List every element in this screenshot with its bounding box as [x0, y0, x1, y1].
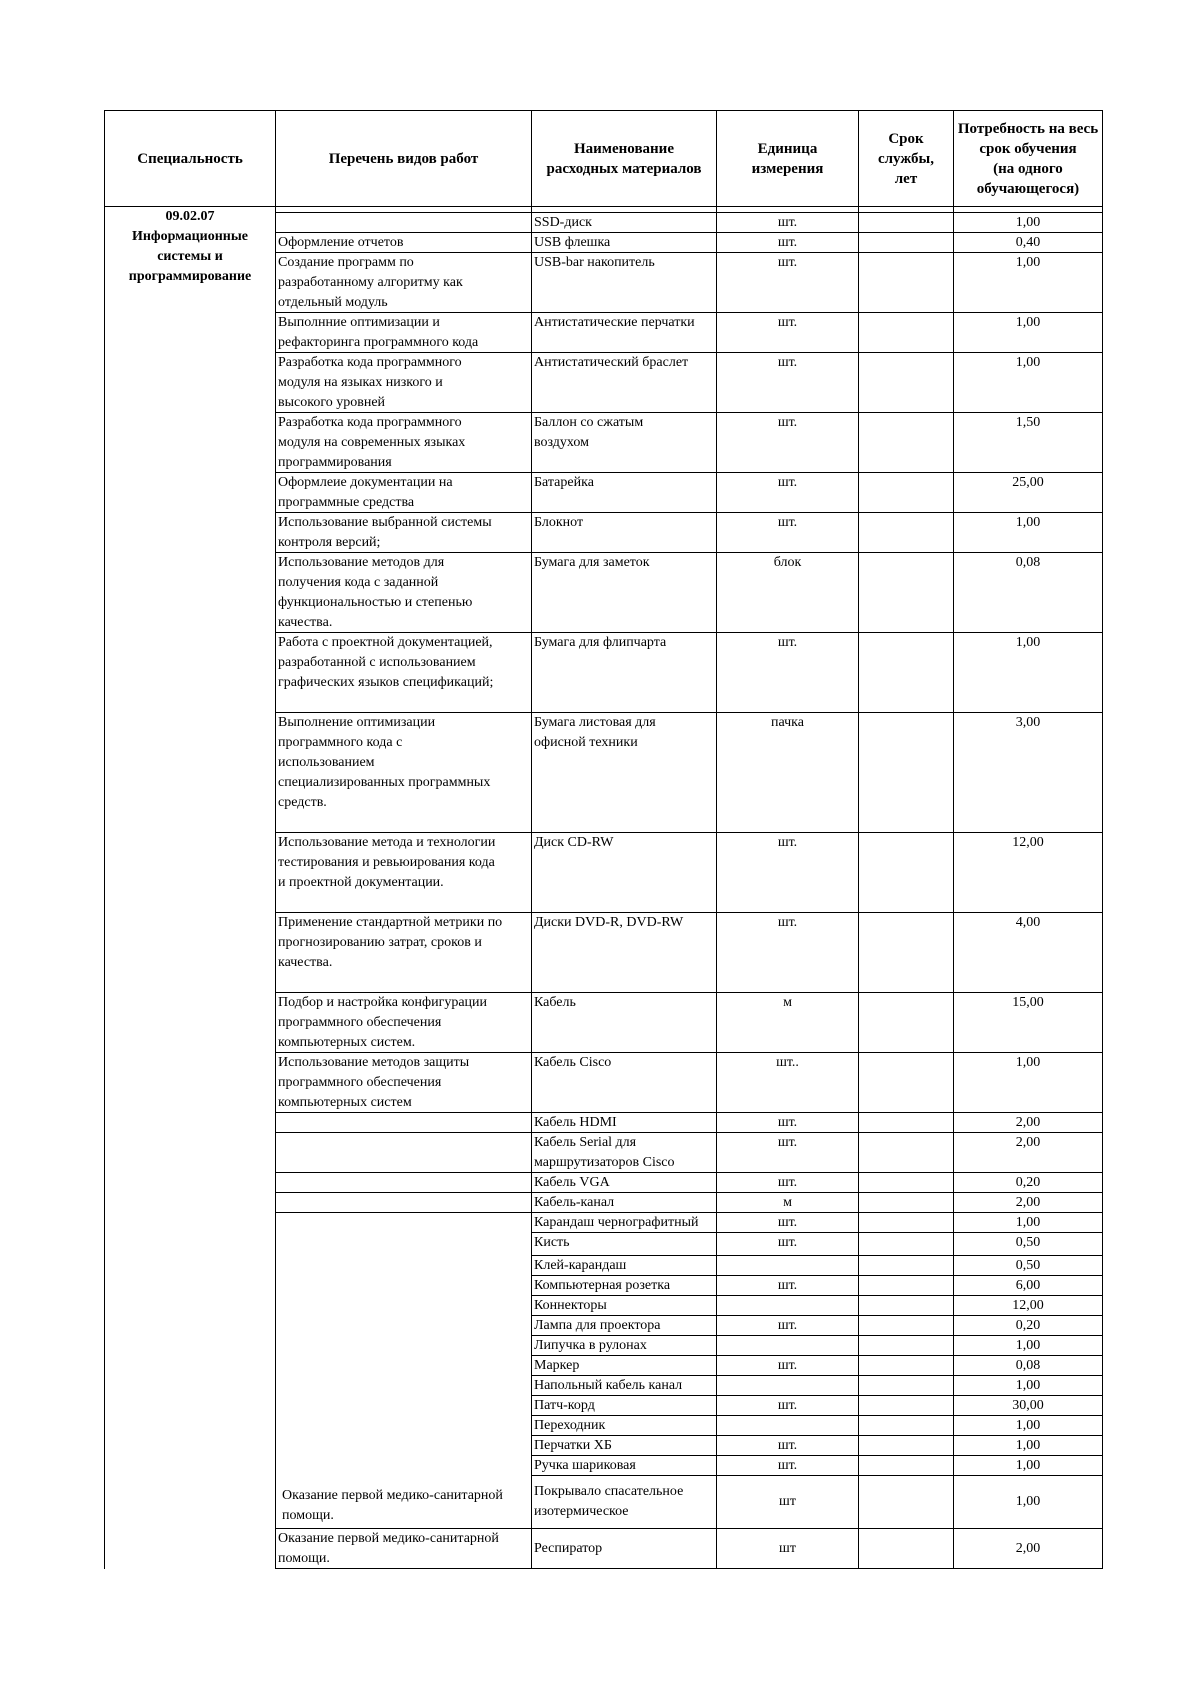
material-cell: Баллон со сжатым воздухом — [531, 412, 717, 473]
need-cell: 15,00 — [953, 992, 1103, 1053]
work-cell: Применение стандартной метрики по прогнозированию затрат, сроков и качества. — [275, 912, 532, 993]
material-cell: Коннекторы — [531, 1295, 717, 1316]
service-life-cell — [858, 1455, 954, 1476]
unit-cell: шт — [716, 1475, 859, 1529]
unit-cell: шт. — [716, 1435, 859, 1456]
service-life-cell — [858, 712, 954, 833]
service-life-cell — [858, 1315, 954, 1336]
material-cell: Бумага для флипчарта — [531, 632, 717, 713]
unit-cell: шт. — [716, 1212, 859, 1233]
work-cell-merged: Оказание первой медико-санитарной помощи. — [275, 1212, 532, 1529]
need-cell: 0,08 — [953, 552, 1103, 633]
material-cell: Липучка в рулонах — [531, 1335, 717, 1356]
material-cell: Респиратор — [531, 1528, 717, 1569]
need-cell: 1,00 — [953, 1052, 1103, 1113]
unit-cell — [716, 1255, 859, 1276]
unit-cell: шт — [716, 1528, 859, 1569]
unit-cell: шт. — [716, 632, 859, 713]
unit-cell: шт. — [716, 1395, 859, 1416]
need-cell: 1,00 — [953, 1475, 1103, 1529]
work-cell: Оказание первой медико-санитарной помощи. — [275, 1528, 532, 1569]
unit-cell: шт. — [716, 352, 859, 413]
unit-cell — [716, 1415, 859, 1436]
service-life-cell — [858, 1395, 954, 1416]
need-cell: 1,00 — [953, 1212, 1103, 1233]
service-life-cell — [858, 1435, 954, 1456]
material-cell: Батарейка — [531, 472, 717, 513]
need-cell: 4,00 — [953, 912, 1103, 993]
unit-cell: шт. — [716, 1132, 859, 1173]
material-cell: Компьютерная розетка — [531, 1275, 717, 1296]
need-cell: 3,00 — [953, 712, 1103, 833]
service-life-cell — [858, 232, 954, 253]
unit-cell: шт. — [716, 1232, 859, 1256]
material-cell: Карандаш чернографитный — [531, 1212, 717, 1233]
unit-cell: шт. — [716, 1172, 859, 1193]
need-cell: 1,00 — [953, 1415, 1103, 1436]
unit-cell: шт. — [716, 832, 859, 913]
service-life-cell — [858, 1192, 954, 1213]
material-cell: Блокнот — [531, 512, 717, 553]
work-cell — [275, 1172, 532, 1193]
service-life-cell — [858, 1172, 954, 1193]
need-cell: 1,00 — [953, 312, 1103, 353]
need-cell: 12,00 — [953, 1295, 1103, 1316]
need-cell: 30,00 — [953, 1395, 1103, 1416]
service-life-cell — [858, 472, 954, 513]
work-cell — [275, 1112, 532, 1133]
need-cell: 12,00 — [953, 832, 1103, 913]
unit-cell: шт. — [716, 1112, 859, 1133]
unit-cell: шт. — [716, 252, 859, 313]
work-cell: Выполнние оптимизации и рефакторинга программного кода — [275, 312, 532, 353]
service-life-cell — [858, 1052, 954, 1113]
unit-cell: шт. — [716, 472, 859, 513]
unit-cell: пачка — [716, 712, 859, 833]
work-cell — [275, 1132, 532, 1173]
need-cell: 1,00 — [953, 1335, 1103, 1356]
service-life-cell — [858, 252, 954, 313]
need-cell: 25,00 — [953, 472, 1103, 513]
need-cell: 6,00 — [953, 1275, 1103, 1296]
service-life-cell — [858, 1212, 954, 1233]
unit-cell: шт. — [716, 312, 859, 353]
material-cell: USB флешка — [531, 232, 717, 253]
material-cell: Кабель VGA — [531, 1172, 717, 1193]
material-cell: Кабель — [531, 992, 717, 1053]
material-cell: Диски DVD-R, DVD-RW — [531, 912, 717, 993]
service-life-cell — [858, 1528, 954, 1569]
material-cell: Ручка шариковая — [531, 1455, 717, 1476]
header-works: Перечень видов работ — [275, 110, 532, 207]
work-cell — [275, 1192, 532, 1213]
work-cell: Работа с проектной документацией, разработанной с использованием графических языков спецификаций; — [275, 632, 532, 713]
material-cell: Диск CD-RW — [531, 832, 717, 913]
work-cell: Использование методов для получения кода с заданной функциональностью и степенью качества. — [275, 552, 532, 633]
service-life-cell — [858, 352, 954, 413]
service-life-cell — [858, 512, 954, 553]
work-cell: Подбор и настройка конфигурации программного обеспечения компьютерных систем. — [275, 992, 532, 1053]
service-life-cell — [858, 1355, 954, 1376]
service-life-cell — [858, 632, 954, 713]
header-need: Потребность на весь срок обучения (на одного обучающегося) — [953, 110, 1103, 207]
work-cell: Создание программ по разработанному алгоритму как отдельный модуль — [275, 252, 532, 313]
header-service-life: Срок службы, лет — [858, 110, 954, 207]
work-cell: Использование метода и технологии тестирования и ревьюирования кода и проектной документации. — [275, 832, 532, 913]
need-cell: 1,00 — [953, 1435, 1103, 1456]
need-cell: 0,50 — [953, 1232, 1103, 1256]
unit-cell: шт.. — [716, 1052, 859, 1113]
service-life-cell — [858, 1335, 954, 1356]
service-life-cell — [858, 1295, 954, 1316]
service-life-cell — [858, 1132, 954, 1173]
material-cell: Патч-корд — [531, 1395, 717, 1416]
need-cell: 1,00 — [953, 1455, 1103, 1476]
need-cell: 0,40 — [953, 232, 1103, 253]
material-cell: Покрывало спасательное изотермическое — [531, 1475, 717, 1529]
work-cell: Использование методов защиты программного обеспечения компьютерных систем — [275, 1052, 532, 1113]
material-cell: Лампа для проектора — [531, 1315, 717, 1336]
unit-cell: шт. — [716, 1275, 859, 1296]
service-life-cell — [858, 1415, 954, 1436]
unit-cell — [716, 1335, 859, 1356]
material-cell: USB-bar накопитель — [531, 252, 717, 313]
service-life-cell — [858, 312, 954, 353]
unit-cell: шт. — [716, 212, 859, 233]
material-cell: Бумага листовая для офисной техники — [531, 712, 717, 833]
service-life-cell — [858, 992, 954, 1053]
unit-cell: шт. — [716, 412, 859, 473]
work-cell: Использование выбранной системы контроля версий; — [275, 512, 532, 553]
need-cell: 0,20 — [953, 1172, 1103, 1193]
unit-cell: м — [716, 992, 859, 1053]
need-cell: 2,00 — [953, 1192, 1103, 1213]
material-cell: SSD-диск — [531, 212, 717, 233]
need-cell: 1,00 — [953, 212, 1103, 233]
unit-cell: шт. — [716, 1455, 859, 1476]
material-cell: Кабель Cisco — [531, 1052, 717, 1113]
need-cell: 1,00 — [953, 1375, 1103, 1396]
material-cell: Кабель-канал — [531, 1192, 717, 1213]
service-life-cell — [858, 552, 954, 633]
service-life-cell — [858, 1275, 954, 1296]
header-specialty: Специальность — [104, 110, 276, 207]
need-cell: 1,00 — [953, 352, 1103, 413]
material-cell: Кабель Serial для маршрутизаторов Cisco — [531, 1132, 717, 1173]
work-cell: Разработка кода программного модуля на языках низкого и высокого уровней — [275, 352, 532, 413]
work-cell: Оформление отчетов — [275, 232, 532, 253]
need-cell: 2,00 — [953, 1528, 1103, 1569]
need-cell: 1,50 — [953, 412, 1103, 473]
need-cell: 0,08 — [953, 1355, 1103, 1376]
material-cell: Напольный кабель канал — [531, 1375, 717, 1396]
specialty-cell: 09.02.07 Информационные системы и программирование — [104, 206, 276, 1569]
service-life-cell — [858, 832, 954, 913]
need-cell: 2,00 — [953, 1132, 1103, 1173]
service-life-cell — [858, 212, 954, 233]
work-cell: Разработка кода программного модуля на современных языках программирования — [275, 412, 532, 473]
service-life-cell — [858, 1255, 954, 1276]
unit-cell: шт. — [716, 232, 859, 253]
unit-cell — [716, 1295, 859, 1316]
material-cell: Переходник — [531, 1415, 717, 1436]
unit-cell: шт. — [716, 912, 859, 993]
service-life-cell — [858, 1475, 954, 1529]
work-cell — [275, 212, 532, 233]
service-life-cell — [858, 1232, 954, 1256]
service-life-cell — [858, 412, 954, 473]
material-cell: Антистатический браслет — [531, 352, 717, 413]
service-life-cell — [858, 1112, 954, 1133]
material-cell: Кисть — [531, 1232, 717, 1256]
material-cell: Маркер — [531, 1355, 717, 1376]
need-cell: 0,20 — [953, 1315, 1103, 1336]
need-cell: 0,50 — [953, 1255, 1103, 1276]
material-cell: Антистатические перчатки — [531, 312, 717, 353]
service-life-cell — [858, 912, 954, 993]
work-cell: Оформлеие документации на программные средства — [275, 472, 532, 513]
material-cell: Клей-карандаш — [531, 1255, 717, 1276]
need-cell: 1,00 — [953, 632, 1103, 713]
unit-cell: шт. — [716, 1315, 859, 1336]
service-life-cell — [858, 1375, 954, 1396]
unit-cell: шт. — [716, 1355, 859, 1376]
need-cell: 1,00 — [953, 252, 1103, 313]
material-cell: Перчатки ХБ — [531, 1435, 717, 1456]
need-cell: 1,00 — [953, 512, 1103, 553]
material-cell: Кабель HDMI — [531, 1112, 717, 1133]
work-cell: Выполнение оптимизации программного кода с использованием специализированных программных средств. — [275, 712, 532, 833]
unit-cell: блок — [716, 552, 859, 633]
header-unit: Единица измерения — [716, 110, 859, 207]
unit-cell — [716, 1375, 859, 1396]
header-materials: Наименование расходных материалов — [531, 110, 717, 207]
unit-cell: шт. — [716, 512, 859, 553]
unit-cell: м — [716, 1192, 859, 1213]
need-cell: 2,00 — [953, 1112, 1103, 1133]
material-cell: Бумага для заметок — [531, 552, 717, 633]
